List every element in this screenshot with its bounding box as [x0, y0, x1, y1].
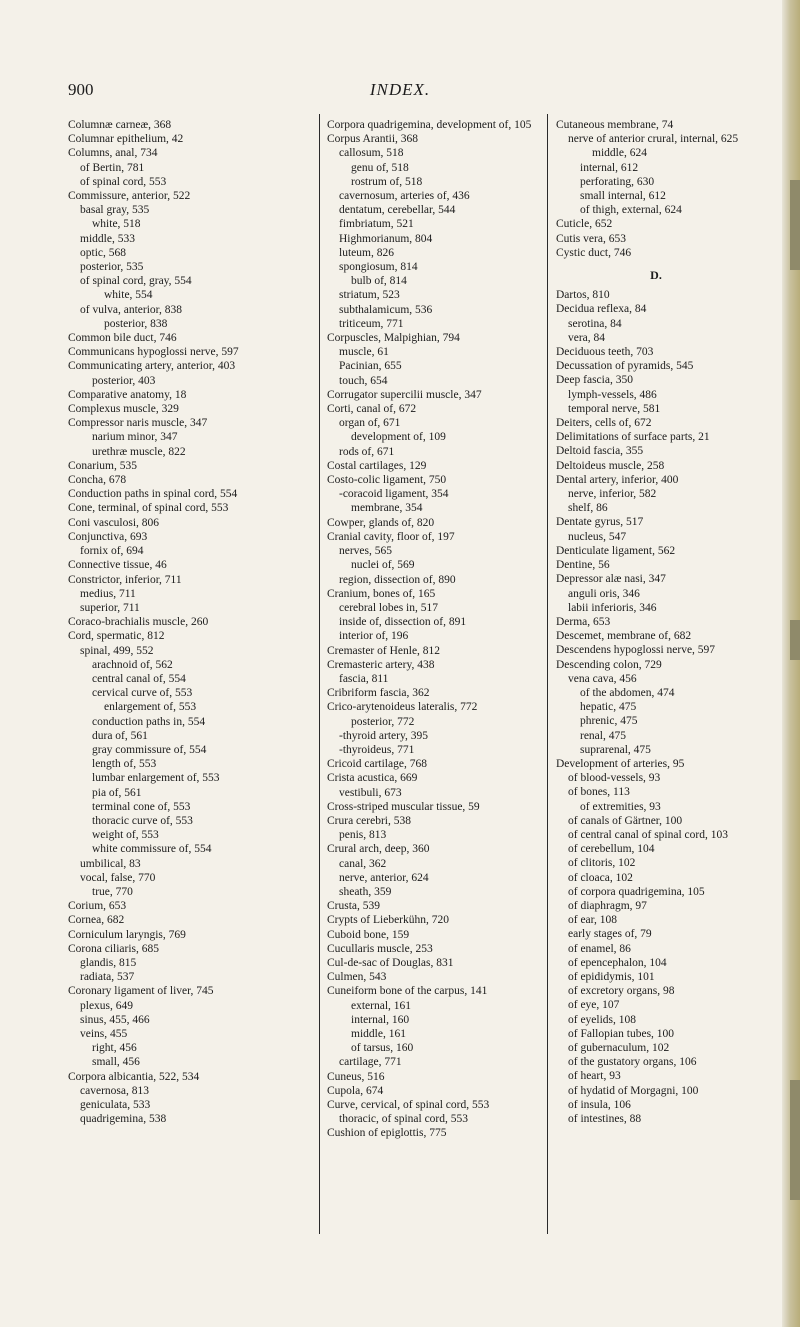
index-subentry: cartilage, 771 — [339, 1056, 402, 1069]
index-subentry: narium minor, 347 — [92, 431, 178, 444]
index-entry: Corium, 653 — [68, 900, 127, 913]
index-subentry: of blood-vessels, 93 — [568, 772, 661, 785]
index-entry: Denticulate ligament, 562 — [556, 544, 676, 557]
index-subentry: of corpora quadrigemina, 105 — [568, 885, 705, 898]
index-subentry: early stages of, 79 — [568, 928, 652, 941]
index-entry: Cupola, 674 — [327, 1084, 384, 1097]
index-subentry: of epididymis, 101 — [568, 970, 655, 983]
index-subentry: membrane, 354 — [351, 502, 423, 515]
index-entry: Costo-colic ligament, 750 — [327, 474, 447, 487]
index-entry: Cutaneous membrane, 74 — [556, 119, 674, 131]
index-column-2 — [327, 118, 542, 1141]
index-subentry: posterior, 772 — [351, 715, 415, 728]
index-entry: Conarium, 535 — [68, 459, 137, 472]
index-subentry: rostrum of, 518 — [351, 175, 423, 188]
index-entry: Cul-de-sac of Douglas, 831 — [327, 956, 454, 969]
index-subentry: muscle, 61 — [339, 346, 389, 359]
index-subentry: fornix of, 694 — [80, 545, 144, 558]
index-subentry: of hydatid of Morgagni, 100 — [568, 1084, 699, 1097]
index-entry: Cuneiform bone of the carpus, 141 — [327, 985, 488, 998]
index-entry: Communicans hypoglossi nerve, 597 — [68, 346, 239, 359]
index-subentry: thoracic, of spinal cord, 553 — [339, 1113, 469, 1126]
index-entry: Cremaster of Henle, 812 — [327, 644, 441, 657]
index-subentry: posterior, 535 — [80, 261, 144, 274]
index-subentry: development of, 109 — [351, 431, 446, 444]
index-subentry: of the abdomen, 474 — [580, 686, 675, 699]
index-entry: Corpuscles, Malpighian, 794 — [327, 332, 460, 345]
index-entry: Depressor alæ nasi, 347 — [556, 573, 666, 586]
index-subentry: nerve of anterior crural, internal, 625 — [568, 133, 739, 146]
index-subentry: geniculata, 533 — [80, 1099, 151, 1112]
index-entry: Columns, anal, 734 — [68, 147, 158, 160]
index-subentry: white commissure of, 554 — [92, 843, 212, 856]
index-entry: Cowper, glands of, 820 — [327, 516, 435, 529]
index-entry: Dentate gyrus, 517 — [556, 516, 644, 529]
index-subentry: of heart, 93 — [568, 1070, 621, 1083]
index-subentry: nerve, inferior, 582 — [568, 488, 657, 501]
index-entry: Compressor naris muscle, 347 — [68, 417, 208, 430]
index-subentry: cervical curve of, 553 — [92, 687, 193, 700]
index-subentry: anguli oris, 346 — [568, 587, 640, 600]
index-subentry: cerebral lobes in, 517 — [339, 601, 438, 614]
index-subentry: small internal, 612 — [580, 190, 666, 203]
page-number: 900 — [68, 80, 94, 99]
index-entry: Crico-arytenoideus lateralis, 772 — [327, 701, 478, 714]
index-subentry: of excretory organs, 98 — [568, 985, 675, 998]
column-divider — [319, 114, 320, 1234]
index-column-3 — [556, 118, 756, 1126]
index-entry: Development of arteries, 95 — [556, 757, 685, 770]
index-subentry: optic, 568 — [80, 246, 126, 259]
index-subentry: luteum, 826 — [339, 246, 394, 259]
index-subentry: white, 518 — [92, 218, 141, 231]
index-entry: Cross-striped muscular tissue, 59 — [327, 800, 480, 813]
index-subentry: vocal, false, 770 — [80, 871, 156, 884]
index-entry: Corrugator supercilii muscle, 347 — [327, 388, 482, 401]
index-subentry: external, 161 — [351, 999, 412, 1012]
index-subentry: of eyelids, 108 — [568, 1013, 637, 1026]
index-subentry: terminal cone of, 553 — [92, 800, 191, 813]
index-subentry: temporal nerve, 581 — [568, 402, 661, 415]
index-subentry: of spinal cord, 553 — [80, 175, 167, 188]
index-entry: Conduction paths in spinal cord, 554 — [68, 488, 238, 501]
index-subentry: of epencephalon, 104 — [568, 956, 667, 969]
index-entry: Complexus muscle, 329 — [68, 403, 179, 416]
index-subentry: of the gustatory organs, 106 — [568, 1056, 697, 1069]
index-entry: Columnar epithelium, 42 — [68, 133, 184, 146]
index-subentry: urethræ muscle, 822 — [92, 445, 186, 458]
index-subentry: inside of, dissection of, 891 — [339, 616, 467, 629]
index-entry: Cranial cavity, floor of, 197 — [327, 530, 455, 543]
index-subentry: of eye, 107 — [568, 999, 620, 1012]
index-subentry: spinal, 499, 552 — [80, 644, 154, 657]
column-divider — [547, 114, 548, 1234]
index-subentry: of tarsus, 160 — [351, 1042, 414, 1055]
index-subentry: medius, 711 — [80, 587, 136, 600]
index-subentry: touch, 654 — [339, 374, 388, 387]
index-subentry: of insula, 106 — [568, 1098, 631, 1111]
index-subentry: genu of, 518 — [351, 161, 409, 174]
index-subentry: fascia, 811 — [339, 672, 389, 685]
index-entry: Decussation of pyramids, 545 — [556, 360, 694, 373]
index-subentry: posterior, 403 — [92, 374, 156, 387]
index-subentry: cavernosa, 813 — [80, 1084, 149, 1097]
index-entry: Crista acustica, 669 — [327, 772, 418, 785]
index-subentry: bulb of, 814 — [351, 275, 407, 288]
edge-mark — [790, 1080, 800, 1200]
index-entry: Cone, terminal, of spinal cord, 553 — [68, 502, 229, 515]
index-subentry: posterior, 838 — [104, 317, 168, 330]
section-letter: D. — [650, 268, 662, 283]
index-subentry: white, 554 — [104, 289, 153, 302]
index-entry: Commissure, anterior, 522 — [68, 190, 191, 203]
index-subentry: region, dissection of, 890 — [339, 573, 456, 586]
index-entry: Crural arch, deep, 360 — [327, 843, 430, 856]
index-entry: Common bile duct, 746 — [68, 332, 177, 345]
index-subentry: superior, 711 — [80, 601, 140, 614]
index-subentry: pia of, 561 — [92, 786, 142, 799]
index-entry: Cucullaris muscle, 253 — [327, 942, 433, 955]
running-head: INDEX. — [369, 80, 431, 99]
index-entry: Dartos, 810 — [556, 289, 610, 302]
index-subentry: lymph-vessels, 486 — [568, 388, 657, 401]
index-subentry: of enamel, 86 — [568, 942, 631, 955]
index-subentry: rods of, 671 — [339, 445, 395, 458]
index-entry: Descendens hypoglossi nerve, 597 — [556, 644, 716, 657]
index-entry: Coni vasculosi, 806 — [68, 516, 160, 529]
index-subentry: phrenic, 475 — [580, 715, 638, 728]
index-subentry: of thigh, external, 624 — [580, 204, 682, 217]
index-entry: Deciduous teeth, 703 — [556, 346, 654, 359]
index-entry: Conjunctiva, 693 — [68, 530, 148, 543]
index-subentry: perforating, 630 — [580, 175, 655, 188]
index-subentry: internal, 160 — [351, 1013, 410, 1026]
index-subentry: thoracic curve of, 553 — [92, 814, 193, 827]
index-subentry: dentatum, cerebellar, 544 — [339, 204, 456, 217]
index-entry: Descending colon, 729 — [556, 658, 662, 671]
index-entry: Connective tissue, 46 — [68, 559, 167, 572]
index-column-1 — [68, 118, 314, 1126]
index-entry: Cremasteric artery, 438 — [327, 658, 435, 671]
index-entry: Corniculum laryngis, 769 — [68, 928, 186, 941]
index-subentry: nerves, 565 — [339, 545, 393, 558]
edge-mark — [790, 620, 800, 660]
index-entry: Crypts of Lieberkühn, 720 — [327, 914, 450, 927]
index-subentry: middle, 161 — [351, 1028, 406, 1040]
index-subentry: of canals of Gärtner, 100 — [568, 814, 683, 827]
index-subentry: serotina, 84 — [568, 317, 622, 330]
index-subentry: of cloaca, 102 — [568, 871, 633, 884]
index-subentry: of Fallopian tubes, 100 — [568, 1027, 675, 1040]
index-entry: Dentine, 56 — [556, 559, 610, 572]
edge-mark — [790, 180, 800, 270]
index-subentry: -thyroideus, 771 — [339, 743, 415, 756]
index-entry: Cuticle, 652 — [556, 218, 613, 231]
index-subentry: subthalamicum, 536 — [339, 303, 433, 316]
index-entry: Comparative anatomy, 18 — [68, 388, 187, 401]
index-entry: Columnæ carneæ, 368 — [68, 119, 172, 131]
index-subentry: quadrigemina, 538 — [80, 1113, 167, 1126]
index-entry: Culmen, 543 — [327, 971, 387, 984]
index-subentry: cavernosum, arteries of, 436 — [339, 190, 470, 203]
index-subentry: Highmorianum, 804 — [339, 232, 433, 245]
index-entry: Corpora quadrigemina, development of, 105 — [327, 119, 532, 131]
index-subentry: vestibuli, 673 — [339, 786, 402, 799]
index-subentry: of extremities, 93 — [580, 800, 661, 813]
index-subentry: organ of, 671 — [339, 417, 401, 430]
index-subentry: arachnoid of, 562 — [92, 658, 173, 671]
index-entry: Corona ciliaris, 685 — [68, 942, 160, 955]
index-entry: Coraco-brachialis muscle, 260 — [68, 616, 209, 629]
index-subentry: nucleus, 547 — [568, 530, 627, 543]
index-entry: Communicating artery, anterior, 403 — [68, 360, 236, 373]
index-subentry: of central canal of spinal cord, 103 — [568, 828, 728, 841]
index-entry: Descemet, membrane of, 682 — [556, 630, 692, 643]
index-entry: Coronary ligament of liver, 745 — [68, 985, 214, 998]
index-subentry: right, 456 — [92, 1042, 137, 1055]
index-subentry: sheath, 359 — [339, 885, 392, 898]
index-subentry: renal, 475 — [580, 729, 626, 742]
index-subentry: basal gray, 535 — [80, 204, 150, 217]
index-subentry: shelf, 86 — [568, 502, 608, 515]
index-subentry: gray commissure of, 554 — [92, 743, 207, 756]
index-subentry: canal, 362 — [339, 857, 387, 870]
index-subentry: weight of, 553 — [92, 829, 159, 842]
index-subentry: internal, 612 — [580, 161, 639, 174]
index-entry: Deep fascia, 350 — [556, 374, 633, 387]
index-subentry: callosum, 518 — [339, 147, 404, 160]
index-subentry: middle, 533 — [80, 232, 135, 245]
index-subentry: small, 456 — [92, 1056, 140, 1069]
index-subentry: -thyroid artery, 395 — [339, 729, 428, 742]
index-entry: Cutis vera, 653 — [556, 232, 626, 245]
index-subentry: spongiosum, 814 — [339, 261, 418, 274]
index-entry: Corpora albicantia, 522, 534 — [68, 1070, 200, 1083]
index-entry: Cuneus, 516 — [327, 1070, 385, 1083]
index-subentry: interior of, 196 — [339, 630, 409, 643]
index-subentry: vera, 84 — [568, 331, 606, 344]
index-entry: Delimitations of surface parts, 21 — [556, 431, 710, 444]
index-entry: Curve, cervical, of spinal cord, 553 — [327, 1099, 490, 1112]
index-entry: Costal cartilages, 129 — [327, 459, 427, 472]
index-subentry: sinus, 455, 466 — [80, 1013, 150, 1026]
index-entry: Concha, 678 — [68, 474, 127, 487]
index-entry: Cushion of epiglottis, 775 — [327, 1127, 447, 1140]
index-entry: Cranium, bones of, 165 — [327, 587, 436, 600]
index-subentry: triticeum, 771 — [339, 317, 404, 330]
index-entry: Corti, canal of, 672 — [327, 403, 417, 416]
index-subentry: suprarenal, 475 — [580, 743, 651, 756]
index-subentry: enlargement of, 553 — [104, 701, 197, 714]
index-subentry: central canal of, 554 — [92, 672, 186, 685]
index-subentry: of bones, 113 — [568, 786, 630, 799]
index-subentry: hepatic, 475 — [580, 701, 637, 714]
index-subentry: middle, 624 — [592, 147, 647, 160]
index-subentry: of spinal cord, gray, 554 — [80, 275, 192, 288]
index-entry: Crura cerebri, 538 — [327, 814, 411, 827]
index-subentry: of cerebellum, 104 — [568, 843, 655, 856]
index-subentry: of clitoris, 102 — [568, 857, 636, 870]
index-subentry: umbilical, 83 — [80, 857, 141, 870]
index-subentry: of diaphragm, 97 — [568, 899, 647, 912]
index-subentry: labii inferioris, 346 — [568, 601, 657, 614]
index-subentry: of Bertin, 781 — [80, 161, 145, 174]
index-entry: Cricoid cartilage, 768 — [327, 758, 427, 771]
index-subentry: of vulva, anterior, 838 — [80, 303, 183, 316]
index-subentry: striatum, 523 — [339, 289, 400, 302]
index-subentry: of intestines, 88 — [568, 1113, 642, 1126]
index-entry: Cord, spermatic, 812 — [68, 630, 165, 643]
index-entry: Cribriform fascia, 362 — [327, 687, 430, 700]
index-subentry: true, 770 — [92, 885, 133, 898]
index-subentry: fimbriatum, 521 — [339, 218, 414, 231]
index-subentry: lumbar enlargement of, 553 — [92, 772, 220, 785]
index-subentry: penis, 813 — [339, 829, 387, 842]
index-subentry: plexus, 649 — [80, 999, 134, 1012]
index-entry: Deltoid fascia, 355 — [556, 445, 644, 458]
index-subentry: length of, 553 — [92, 758, 157, 771]
index-entry: Decidua reflexa, 84 — [556, 303, 647, 316]
index-entry: Deltoideus muscle, 258 — [556, 459, 665, 472]
index-entry: Cuboid bone, 159 — [327, 928, 410, 941]
index-subentry: of gubernaculum, 102 — [568, 1042, 670, 1054]
index-subentry: glandis, 815 — [80, 956, 137, 969]
index-subentry: of ear, 108 — [568, 914, 618, 927]
page-header — [0, 80, 800, 104]
index-entry: Cystic duct, 746 — [556, 246, 632, 259]
index-entry: Dental artery, inferior, 400 — [556, 473, 679, 486]
index-subentry: nuclei of, 569 — [351, 559, 415, 572]
index-subentry: nerve, anterior, 624 — [339, 871, 429, 884]
index-entry: Constrictor, inferior, 711 — [68, 573, 182, 586]
page-edge — [782, 0, 800, 1327]
index-subentry: dura of, 561 — [92, 729, 148, 742]
index-entry: Derma, 653 — [556, 615, 611, 628]
index-subentry: radiata, 537 — [80, 971, 135, 984]
index-subentry: Pacinian, 655 — [339, 360, 402, 373]
index-entry: Crusta, 539 — [327, 900, 381, 913]
index-subentry: vena cava, 456 — [568, 672, 637, 685]
index-subentry: veins, 455 — [80, 1028, 128, 1040]
index-entry: Corpus Arantii, 368 — [327, 133, 419, 146]
index-subentry: conduction paths in, 554 — [92, 715, 206, 728]
index-entry: Cornea, 682 — [68, 914, 125, 927]
index-entry: Deiters, cells of, 672 — [556, 417, 652, 430]
index-subentry: -coracoid ligament, 354 — [339, 488, 449, 501]
